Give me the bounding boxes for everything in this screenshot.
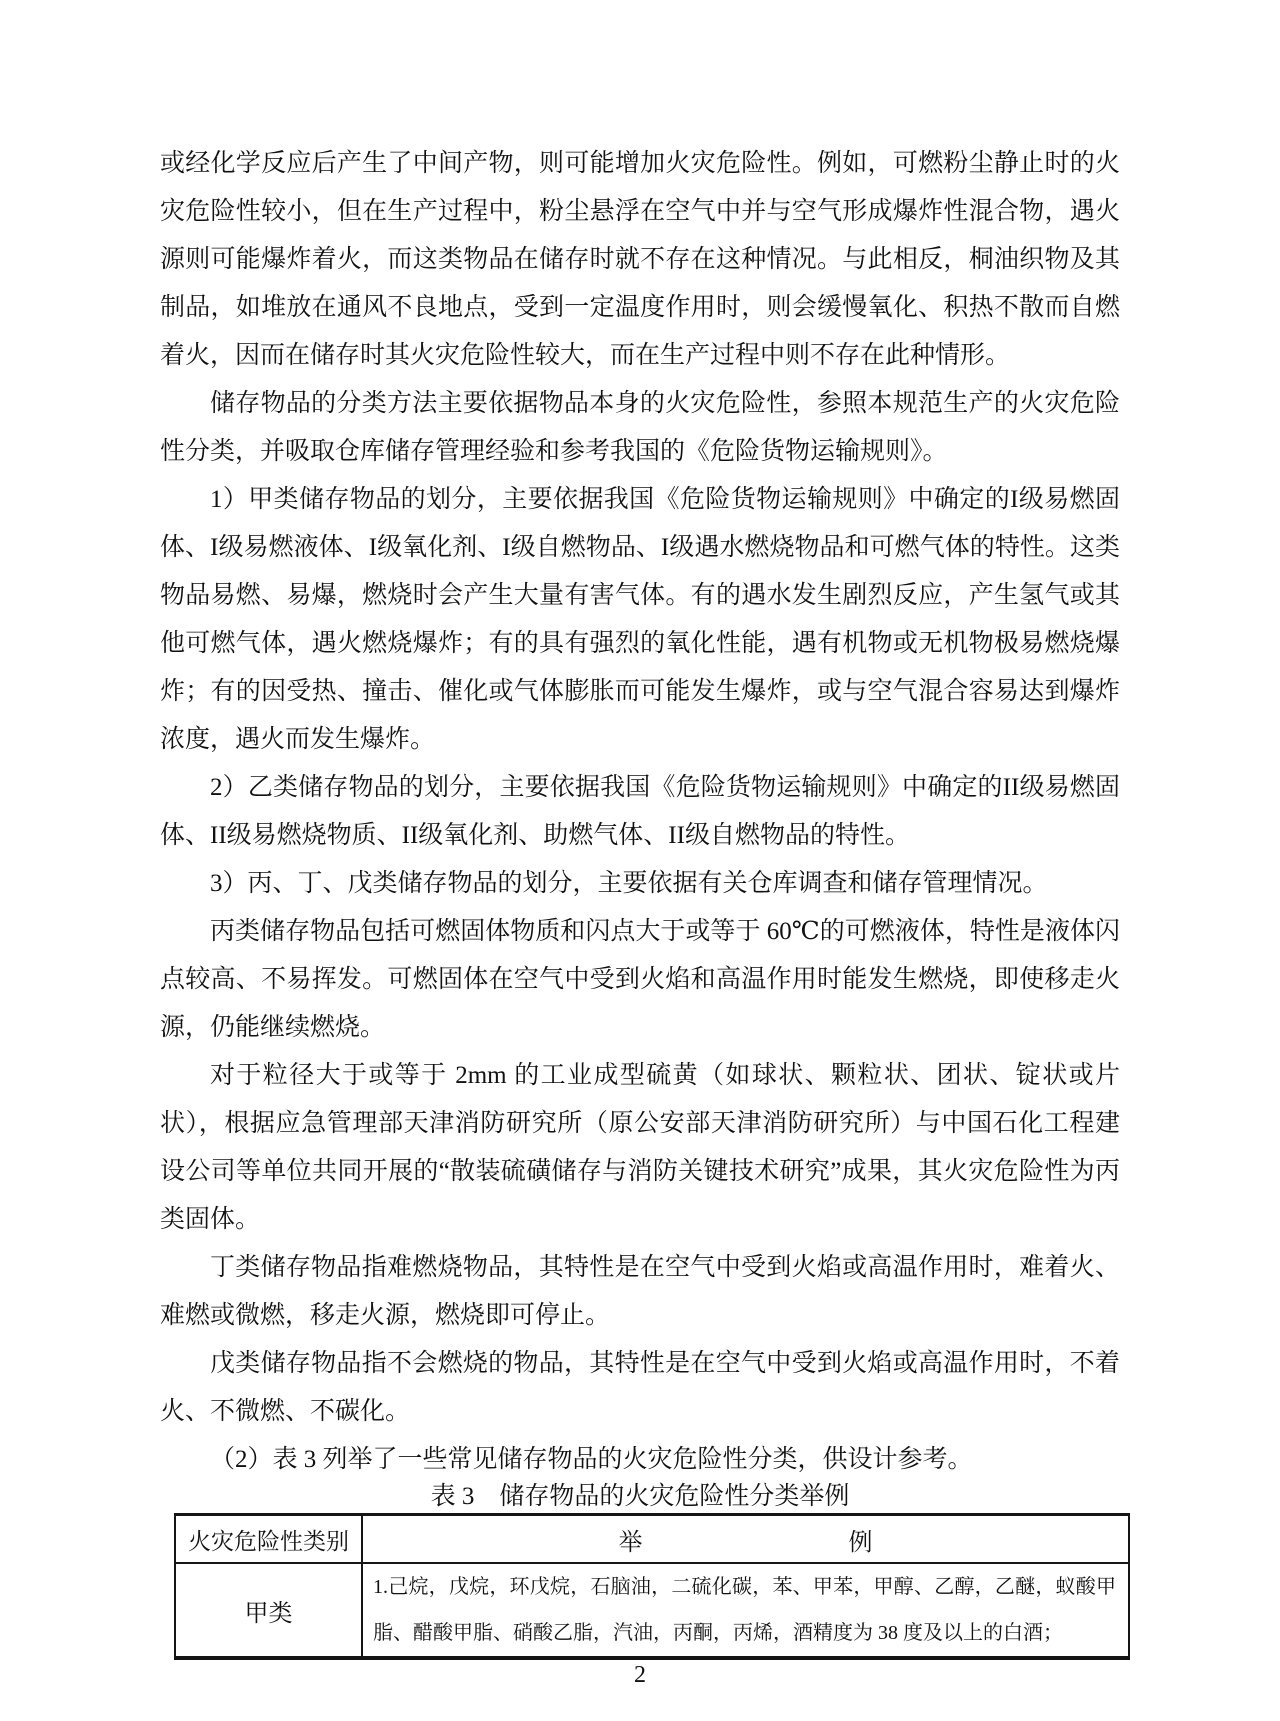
table-caption: 表 3 储存物品的火灾危险性分类举例 [430,1483,850,1510]
header-category-cell: 火灾危险性类别 [175,1515,362,1564]
row-examples-text: 1.己烷，戊烷，环戊烷，石脑油，二硫化碳，苯、甲苯，甲醇、乙醇，乙醚，蚁酸甲脂、醋酸甲脂、硝酸乙脂，汽油，丙酮，丙烯，酒精度为 38 度及以上的白酒； [373,1576,1116,1644]
paragraph: 对于粒径大于或等于 2mm 的工业成型硫黄（如球状、颗粒状、团状、锭状或片状），根据应急管理部天津消防研究所（原公安部天津消防研究所）与中国石化工程建设公司等单位共同开展的“散装硫磺储存与消防关键技术研究”成果，其火灾危险性为丙类固体。 [160,1062,1120,1233]
table-header-row [175,1515,1129,1564]
paragraph: 3）丙、丁、戊类储存物品的划分，主要依据有关仓库调查和储存管理情况。 [210,870,1048,897]
classification-table-section [160,1482,1120,1660]
paragraph: 或经化学反应后产生了中间产物，则可能增加火灾危险性。例如，可燃粉尘静止时的火灾危险性较小，但在生产过程中，粉尘悬浮在空气中并与空气形成爆炸性混合物，遇火源则可能爆炸着火，而这类物品在储存时就不存在这种情况。与此相反，桐油织物及其制品，如堆放在通风不良地点，受到一定温度作用时，则会缓慢氧化、积热不散而自燃着火，因而在储存时其火灾危险性较大，而在生产过程中则不存在此种情形。 [160,150,1120,369]
classification-table [174,1513,1130,1660]
header-examples-label [363,1522,1128,1557]
paragraph: （2）表 3 列举了一些常见储存物品的火灾危险性分类，供设计参考。 [210,1446,973,1473]
paragraph: 丁类储存物品指难燃烧物品，其特性是在空气中受到火焰或高温作用时，难着火、难燃或微燃，移走火源，燃烧即可停止。 [160,1254,1120,1329]
paragraph: 1）甲类储存物品的划分，主要依据我国《危险货物运输规则》中确定的I级易燃固体、I级易燃液体、I级氧化剂、I级自燃物品、I级遇水燃烧物品和可燃气体的特性。这类物品易燃、易爆，燃烧时会产生大量有害气体。有的遇水发生剧烈反应，产生氢气或其他可燃气体，遇火燃烧爆炸；有的具有强烈的氧化性能，遇有机物或无机物极易燃烧爆炸；有的因受热、撞击、催化或气体膨胀而可能发生爆炸，或与空气混合容易达到爆炸浓度，遇火而发生爆炸。 [160,486,1120,753]
paragraph: 戊类储存物品指不会燃烧的物品，其特性是在空气中受到火焰或高温作用时，不着火、不微燃、不碳化。 [160,1350,1120,1425]
document-body [160,140,1120,1484]
page-number: 2 [634,1662,646,1688]
paragraph: 2）乙类储存物品的划分，主要依据我国《危险货物运输规则》中确定的II级易燃固体、II级易燃烧物质、II级氧化剂、助燃气体、II级自燃物品的特性。 [160,774,1120,849]
header-example-right: 例 [848,1529,873,1556]
row-examples-cell [362,1563,1129,1658]
header-examples-cell [362,1515,1129,1564]
paragraph: 储存物品的分类方法主要依据物品本身的火灾危险性，参照本规范生产的火灾危险性分类，并吸取仓库储存管理经验和参考我国的《危险货物运输规则》。 [160,390,1120,465]
row-category-cell: 甲类 [175,1563,362,1658]
table-row [175,1563,1129,1658]
paragraph: 丙类储存物品包括可燃固体物质和闪点大于或等于 60℃的可燃液体，特性是液体闪点较高、不易挥发。可燃固体在空气中受到火焰和高温作用时能发生燃烧，即使移走火源，仍能继续燃烧。 [160,918,1120,1041]
header-example-left: 举 [618,1529,643,1556]
